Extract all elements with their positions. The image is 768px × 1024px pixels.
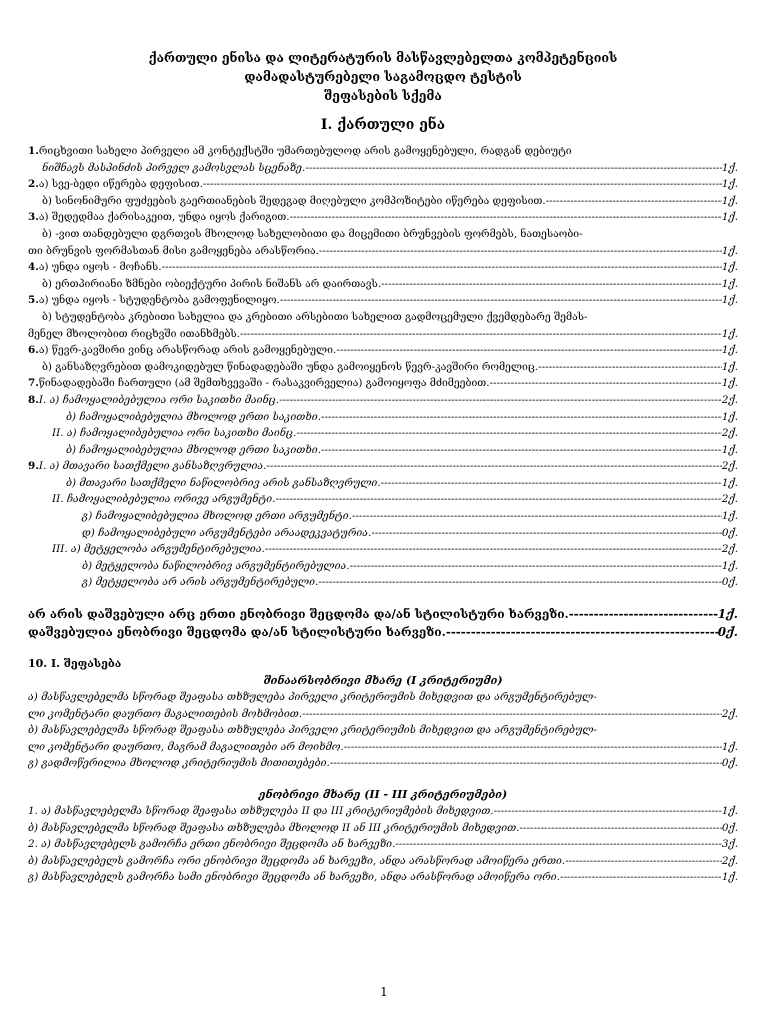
items-list	[28, 143, 738, 591]
item-row: ბ) ჩამოყალიბებულია მხოლოდ ერთი საკითხი. ----- 1ქ.	[28, 442, 738, 459]
section-10-heading: 10. I. შეფასება	[28, 657, 122, 671]
item-row: 3. ა) შედედმაა ქარისაკეით, უნდა იყოს ქარიგით. ----- 1ქ.	[28, 209, 738, 226]
item-row: 9. I. ა) მთავარი სათქმელი განსაზღვრულია. ----- 2ქ.	[28, 458, 738, 475]
item-row: ნიშნავს მასპინძის პირველ გამოსვლას სცენაზე. ----- 1ქ.	[28, 160, 738, 177]
criterion-row: გ) მასწავლებელს გამორჩა სამი ენობრივი შეცდომა ან ხარვეზი, ანდა არასწორად ამოიწერა ორი. ----- 1ქ.	[28, 869, 738, 886]
item-row: თი ბრუნვის ფორმასთან მისი გამოყენება არასწორია. ----- 1ქ.	[28, 243, 738, 260]
language-criterion-list	[28, 803, 738, 886]
item-row: ბ) -ვით თანდებული დგრთვის მხოლოდ სახელობითი და მიცემითი ბრუნვების ფორმებს, ნათესაობი-	[42, 227, 583, 240]
item-row: II. ა) ჩამოყალიბებულია ორი საკითხი მაინც. ----- 2ქ.	[28, 425, 738, 442]
criterion-row: გ) გადმოწერილია მხოლოდ კრიტერიუმის მითითებები. ----- 0ქ.	[28, 755, 738, 772]
criterion-row: ბ) მასწავლებელმა სწორად შეაფასა თხზულება პირველი კრიტერიუმის მიხედვით და არგუმენტირებულ-	[28, 724, 598, 737]
title-line-2: დამადასტურებელი საგამოცდო ტესტის	[244, 69, 522, 84]
content-criterion-heading: შინაარსობრივი მხარე (I კრიტერიუმი)	[263, 674, 503, 688]
item-row: გ) ჩამოყალიბებულია მხოლოდ ერთი არგუმენტი. ----- 1ქ.	[28, 508, 738, 525]
item-row: ბ) ერთპირიანი ზმნები ობიექტური პირის ნიშანს არ დაირთავს. ----- 1ქ.	[28, 276, 738, 293]
item-row: 7. წინადადებაში ჩართული (ამ შემთხვევაში - რასაკვირველია) გამოიყოფა მძიმეებით. ----- 1ქ.	[28, 375, 738, 392]
item-row: 1. რიცხვითი სახელი პირველი ამ კონტექსტში უმართებულოდ არის გამოყენებული, რადგან დებიუტი	[28, 145, 572, 157]
criterion-row: ა) მასწავლებელმა სწორად შეაფასა თხზულება პირველი კრიტერიუმის მიხედვით და არგუმენტირებულ-	[28, 691, 597, 704]
item-row: მენელ მხოლობით რიცხვში ითანხმებს. ----- 1ქ.	[28, 326, 738, 343]
item-row: II. ჩამოყალიბებულია ორივე არგუმენტი. ----- 2ქ.	[28, 491, 738, 508]
language-criterion-heading: ენობრივი მხარე (II - III კრიტერიუმები)	[258, 788, 508, 801]
item-row: ბ) განსაზღვრებით დამოკიდებულ წინადადებაში უნდა გამოიყენოს წევრ-კავშირი რომელიც. ----- 1ქ.	[28, 359, 738, 376]
error-row: არ არის დაშვებული არც ერთი ენობრივი შეცდომა და/ან სტილისტური ხარვეზი. ----- 1ქ.	[28, 605, 738, 623]
error-row: დაშვებულია ენობრივი შეცდომა და/ან სტილისტური ხარვეზი. ----- 0ქ.	[28, 623, 738, 641]
criterion-row: ლი კომენტარი დაურთო, მაგრამ მაგალითები არ მოიხმო. ----- 1ქ.	[28, 739, 738, 756]
criterion-row: 1. ა) მასწავლებელმა სწორად შეაფასა თხზულება II და III კრიტერიუმების მიხედვით. ----- 1ქ.	[28, 803, 738, 820]
item-row: ბ) სტუდენტობა კრებითი სახელია და კრებითი არსებითი სახელით გადმოცემული ქვემდებარე შემას-	[42, 310, 588, 323]
item-row: ბ) მთავარი სათქმელი ნაწილობრივ არის განსაზღვრული. ----- 1ქ.	[28, 475, 738, 492]
content-criterion-list	[28, 689, 738, 772]
title-line-1: ქართული ენისა და ლიტერატურის მასწავლებელთა კომპეტენციის	[148, 50, 618, 65]
item-row: 2. ა) სვე-ბედი იწერება დეფისით. ----- 1ქ.	[28, 176, 738, 193]
page-number: 1	[380, 985, 388, 999]
item-row: 8. I. ა) ჩამოყალიბებულია ორი საკითხი მაინც. ----- 2ქ.	[28, 392, 738, 409]
item-row: 4. ა) უნდა იყოს - მოჩანს. ----- 1ქ.	[28, 259, 738, 276]
item-row: 6. ა) წევრ-კავშირი ვინც არასწორად არის გამოყენებული. ----- 1ქ.	[28, 342, 738, 359]
language-errors-block	[28, 605, 738, 641]
item-row: ბ) მეტყელობა ნაწილობრივ არგუმენტირებულია. ----- 1ქ.	[28, 558, 738, 575]
item-row: 5. ა) უნდა იყოს - სტუდენტობა გამოფენილიყო. ----- 1ქ.	[28, 292, 738, 309]
item-row: გ) მეტყელობა არ არის არგუმენტირებული. ----- 0ქ.	[28, 574, 738, 591]
title-line-3: შეფასების სქემა	[324, 88, 442, 103]
document-title	[28, 48, 738, 105]
criterion-row: ბ) მასწავლებელს გამორჩა ორი ენობრივი შეცდომა ან ხარვეზი, ანდა არასწორად ამოიწერა ერთი. ----- 2ქ.	[28, 853, 738, 870]
item-row: ბ) სინონიმური ფუძეების გაერთიანების შედეგად მიღებული კომპოზიტები იწერება დეფისით. ----- 1ქ.	[28, 193, 738, 210]
criterion-row: ბ) მასწავლებელმა სწორად შეაფასა თხზულება მხოლოდ II ან III კრიტერიუმის მიხედვით. ----- 0ქ.	[28, 820, 738, 837]
item-row: დ) ჩამოყალიბებული არგუმენტები არაადეკვატურია. ----- 0ქ.	[28, 525, 738, 542]
item-row: III. ა) მეტყელობა არგუმენტირებულია. ----- 2ქ.	[28, 541, 738, 558]
item-row: ბ) ჩამოყალიბებულია მხოლოდ ერთი საკითხი. ----- 1ქ.	[28, 409, 738, 426]
section-title: I. ქართული ენა	[320, 117, 446, 133]
criterion-row: ლი კომენტარი დაურთო მაგალითების მოხმობით. ----- 2ქ.	[28, 706, 738, 723]
criterion-row: 2. ა) მასწავლებელს გამორჩა ერთი ენობრივი შეცდომა ან ხარვეზი. ----- 3ქ.	[28, 836, 738, 853]
